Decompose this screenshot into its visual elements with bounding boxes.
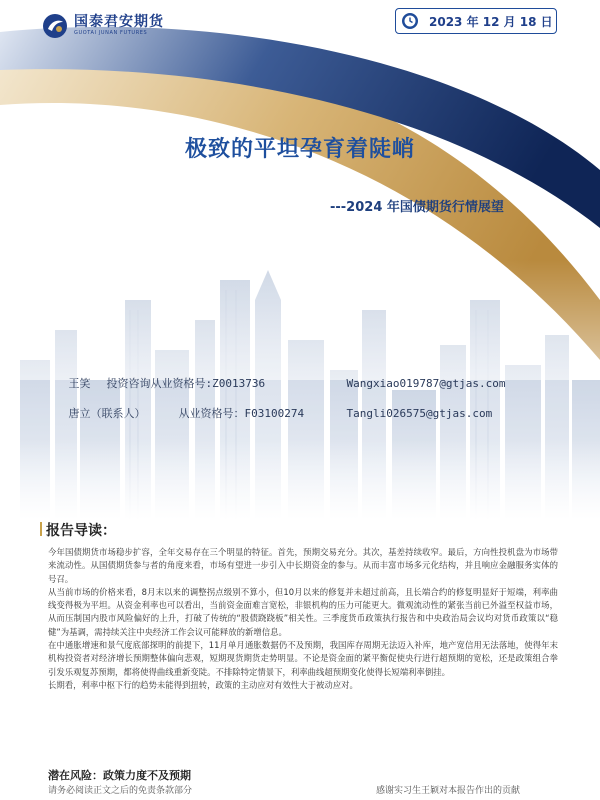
guide-paragraph: 从当前市场的价格来看，8月末以来的调整拐点级别不算小，但10月以来的修复并未超过前高，且长端合约的修复明显好于短端，利率曲线变得极为平坦。从资金利率也可以看出，当前资金面难言宽松，非银机构的压力可能更大。微观流动性的紧张当前已外溢至权益市场，从而压制国内股市风险偏好的上升，打破了传统的“股债跷跷板”相关性。三季度货币政策执行报告和中央政治局会议均对货币政策以“稳健”为基调，需持续关注中央经济工作会议可能释放的新增信息。 <box>48 586 558 637</box>
guide-paragraph: 长期看，利率中枢下行的趋势未能得到扭转，政策的主动应对有效性大于被动应对。 <box>48 679 358 690</box>
author-qualification: 从业资格号：F03100274 <box>178 407 305 420</box>
date-badge <box>395 8 557 34</box>
author-name: 王笑 <box>68 377 91 390</box>
guide-paragraph: 今年国债期货市场稳步扩容，全年交易存在三个明显的特征。首先，预期交易充分。其次，基差持续收窄。最后，方向性投机盘为市场带来流动性。从国债期货参与者的角度来看，市场有望进一步引入中长期资金的参与。从而丰富市场多元化结构，并且响应金融服务实体的号召。 <box>48 547 558 584</box>
risk-warning: 潜在风险：政策力度不及预期 <box>48 769 191 782</box>
author-qualification: 投资咨询从业资格号:Z0013736 <box>106 377 266 390</box>
disclaimer-note: 请务必阅读正文之后的免责条款部分 <box>48 786 193 796</box>
guide-paragraph: 在中通胀增速和景气度底部探明的前提下，11月单月通胀数据仍不及预期，我国库存周期无法迈入补库，地产宽信用无法落地，使得年末机构投资者对经济增长预期整体偏向悲观，短期现货期货走势明显。不论是资金面的紧平衡促使央行进行超预期的宽松，还是政策组合拳引发乐观复苏预期，都将使得曲线重新变陡。不排除特定情景下，利率曲线超预期变化使得长短端利率倒挂。 <box>48 640 558 677</box>
author-name: 唐立（联系人） <box>68 407 146 420</box>
guide-body <box>48 546 558 692</box>
report-subtitle: ---2024 年国债期货行情展望 <box>330 200 504 215</box>
author-email[interactable]: Tangli026575@gtjas.com <box>346 407 493 420</box>
guide-heading: 报告导读： <box>46 520 116 540</box>
report-title: 极致的平坦孕育着陡峭 <box>184 137 415 162</box>
logo-mark-icon <box>42 13 68 39</box>
logo-text-en: GUOTAI JUNAN FUTURES <box>74 30 148 36</box>
brand-logo <box>42 13 164 39</box>
author-email[interactable]: Wangxiao019787@gtjas.com <box>346 377 506 390</box>
acknowledgement-note: 感谢实习生王颖对本报告作出的贡献 <box>376 786 521 796</box>
report-date: 2023 年 12 月 18 日 <box>429 14 553 29</box>
logo-text-cn: 国泰君安期货 <box>74 14 164 30</box>
clock-icon <box>401 12 419 30</box>
author-row <box>42 392 492 434</box>
